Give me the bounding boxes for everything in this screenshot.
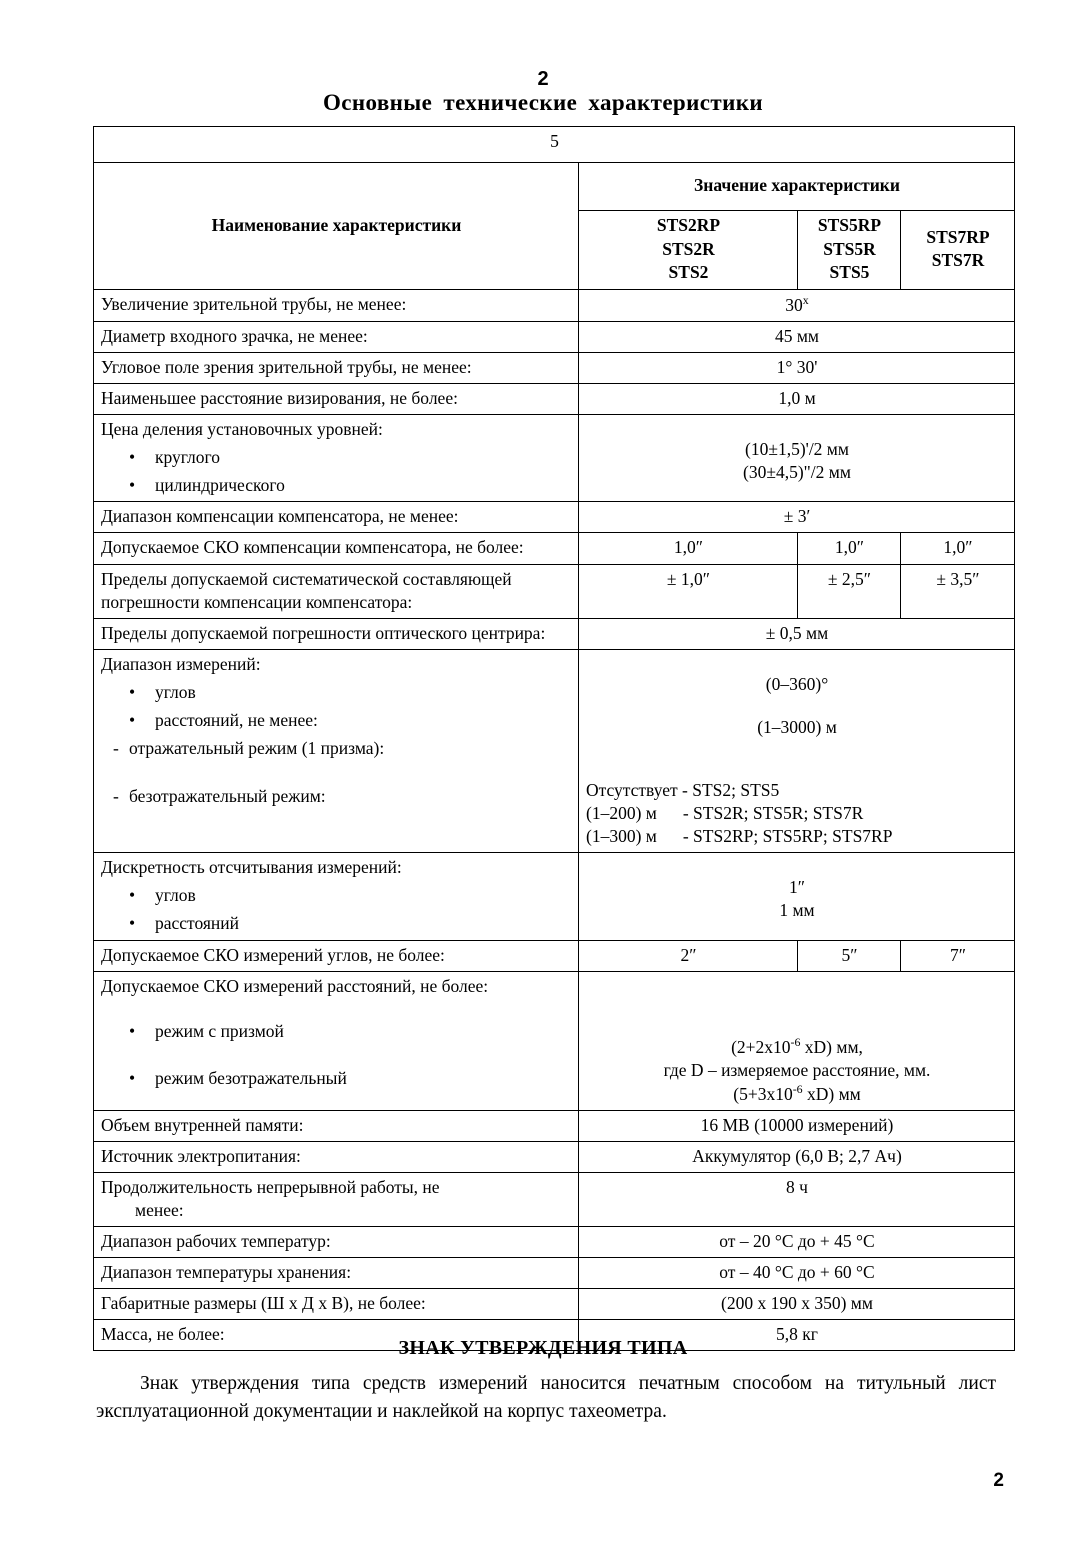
row-bullet-list <box>101 1020 572 1090</box>
page-number-top: 2 <box>537 68 549 90</box>
row-label: Габаритные размеры (Ш х Д х В), не более: <box>94 1289 579 1320</box>
row-value-angles: (0–360)° <box>765 673 829 694</box>
list-item <box>101 1067 572 1090</box>
row-value-line-2: (30±4,5)"/2 мм <box>743 462 851 483</box>
bullet-text: углов <box>155 681 196 702</box>
model-sts7rp: STS7RP <box>926 226 990 247</box>
table-row <box>94 1172 1015 1226</box>
row-label: Источник электропитания: <box>94 1141 579 1172</box>
models-200: - STS2R; STS5R; STS7R <box>682 803 864 824</box>
dash-icon: - <box>113 738 119 759</box>
row-label: Увеличение зрительной трубы, не менее: <box>94 289 579 321</box>
bullet-text: углов <box>155 885 196 906</box>
value-spacer <box>586 418 1008 438</box>
row-label-text: Цена деления установочных уровней: <box>101 419 383 440</box>
table-row <box>94 1289 1015 1320</box>
table-row <box>94 1110 1015 1141</box>
row-bullet-list <box>101 884 572 935</box>
row-value: 8 ч <box>579 1172 1015 1226</box>
label-spacer <box>101 760 572 780</box>
list-item <box>101 446 572 469</box>
model-sts7r: STS7R <box>931 250 985 271</box>
table-section-number: 5 <box>94 127 1015 163</box>
bullet-icon: • <box>129 475 136 496</box>
row-value-reflectorless-2 <box>586 802 1008 825</box>
model-sts5: STS5 <box>829 262 870 283</box>
formula-prefix: (2+2x10 <box>731 1036 791 1057</box>
header-model-group-sts5 <box>798 211 901 290</box>
row-label: Пределы допускаемой погрешности оптического центрира: <box>94 618 579 649</box>
row-value-sts2: ± 1,0″ <box>579 564 798 618</box>
models-300: - STS2RP; STS5RP; STS7RP <box>682 826 893 847</box>
table-row <box>94 940 1015 971</box>
bullet-text: цилиндрического <box>155 475 285 496</box>
row-label-line-1: Продолжительность непрерывной работы, не <box>101 1176 440 1197</box>
row-value-text: 30 <box>785 294 803 315</box>
table-row <box>94 383 1015 414</box>
page-number-bottom: 2 <box>993 1470 1004 1491</box>
row-label-line-2: менее: <box>135 1199 184 1220</box>
formula-prefix: (5+3x10 <box>733 1083 793 1104</box>
document-title: Основные технические характеристики <box>322 90 764 115</box>
row-value-prism: (1–3000) м <box>757 716 837 737</box>
row-value: (200 х 190 х 350) мм <box>579 1289 1015 1320</box>
value-spacer <box>586 856 1008 876</box>
table-row <box>94 289 1015 321</box>
row-value-prism-formula <box>586 1035 1008 1059</box>
bullet-icon: • <box>129 710 136 731</box>
bullet-icon: • <box>129 681 136 702</box>
row-bullet-list <box>101 681 572 732</box>
table-row <box>94 564 1015 618</box>
dash-text: отражательный режим (1 призма): <box>129 738 385 759</box>
dash-item-reflective <box>101 737 572 760</box>
row-value-sts5: 5″ <box>798 940 901 971</box>
value-spacer <box>586 739 1008 759</box>
row-value <box>579 415 1015 502</box>
table-row <box>94 352 1015 383</box>
row-label: Диаметр входного зрачка, не менее: <box>94 321 579 352</box>
row-value <box>579 853 1015 940</box>
dash-item-reflectorless <box>101 785 572 808</box>
row-value-sts7: ± 3,5″ <box>901 564 1015 618</box>
row-value-superscript: x <box>802 292 809 307</box>
table-row <box>94 649 1015 852</box>
bullet-text: расстояний, не менее: <box>155 710 318 731</box>
row-label: Масса, не более: <box>94 1320 579 1351</box>
row-label <box>94 415 579 502</box>
model-sts2r: STS2R <box>662 238 715 259</box>
row-label: Допускаемое СКО измерений углов, не более: <box>94 940 579 971</box>
row-label <box>94 1172 579 1226</box>
table-header-row <box>94 163 1015 211</box>
model-sts2rp: STS2RP <box>656 215 721 235</box>
row-value-reflectorless-formula <box>586 1082 1008 1106</box>
list-item <box>101 1020 572 1043</box>
formula-exponent: -6 <box>792 1081 803 1096</box>
row-label-text: Дискретность отсчитывания измерений: <box>101 857 402 878</box>
row-value-sts5: ± 2,5″ <box>798 564 901 618</box>
row-value-sts5: 1,0″ <box>798 533 901 564</box>
row-label-text: Диапазон измерений: <box>101 653 261 674</box>
value-spacer <box>586 759 1008 779</box>
row-value-sts2: 2″ <box>579 940 798 971</box>
bullet-text: круглого <box>155 447 221 468</box>
row-value: 1° 30' <box>579 352 1015 383</box>
table-row <box>94 1226 1015 1257</box>
row-value-line-1: (10±1,5)'/2 мм <box>745 439 849 460</box>
dash-text: безотражательный режим: <box>129 786 326 807</box>
table-row-number <box>94 127 1015 163</box>
table-row <box>94 1258 1015 1289</box>
row-value <box>579 971 1015 1110</box>
value-spacer <box>586 696 1008 716</box>
row-value: ± 3′ <box>579 502 1015 533</box>
row-value-sts7: 1,0″ <box>901 533 1015 564</box>
formula-suffix: xD) мм, <box>800 1036 863 1057</box>
model-sts5rp: STS5RP <box>817 215 882 235</box>
table-row <box>94 321 1015 352</box>
row-label <box>94 649 579 852</box>
row-value-line-1: 1″ <box>788 877 806 898</box>
row-label <box>94 853 579 940</box>
range-300: (1–300) м <box>586 826 657 847</box>
bullet-text: режим безотражательный <box>155 1067 347 1088</box>
bullet-icon: • <box>129 1067 136 1088</box>
row-value-sts7: 7″ <box>901 940 1015 971</box>
section-title-type-approval-mark: ЗНАК УТВЕРЖДЕНИЯ ТИПА <box>398 1337 688 1359</box>
row-value-reflectorless-1: Отсутствует - STS2; STS5 <box>586 780 780 801</box>
model-sts5r: STS5R <box>823 238 876 259</box>
header-characteristic-name: Наименование характеристики <box>94 163 579 290</box>
row-label: Объем внутренней памяти: <box>94 1110 579 1141</box>
table-row <box>94 853 1015 940</box>
row-label: Пределы допускаемой систематической составляющей погрешности компенсации компенсатора: <box>94 564 579 618</box>
table-row <box>94 415 1015 502</box>
list-item <box>101 681 572 704</box>
header-characteristic-value: Значение характеристики <box>579 163 1015 211</box>
row-value: 45 мм <box>579 321 1015 352</box>
model-sts2: STS2 <box>668 262 709 283</box>
list-item <box>101 884 572 907</box>
row-value: от – 20 °С до + 45 °С <box>579 1226 1015 1257</box>
row-value <box>579 289 1015 321</box>
header-model-group-sts2 <box>579 211 798 290</box>
row-value: ± 0,5 мм <box>579 618 1015 649</box>
table-row <box>94 502 1015 533</box>
header-model-group-sts7 <box>901 211 1015 290</box>
value-spacer <box>586 975 1008 995</box>
row-label: Диапазон рабочих температур: <box>94 1226 579 1257</box>
table-row <box>94 1141 1015 1172</box>
row-value: 16 MB (10000 измерений) <box>579 1110 1015 1141</box>
range-200: (1–200) м <box>586 803 657 824</box>
row-label: Наименьшее расстояние визирования, не более: <box>94 383 579 414</box>
value-angles <box>586 653 1008 739</box>
row-value: Аккумулятор (6,0 В; 2,7 Ач) <box>579 1141 1015 1172</box>
row-value <box>579 649 1015 852</box>
list-item <box>101 474 572 497</box>
formula-suffix: xD) мм <box>802 1083 861 1104</box>
table-row <box>94 533 1015 564</box>
row-value: 1,0 м <box>579 383 1015 414</box>
table-row <box>94 618 1015 649</box>
formula-exponent: -6 <box>790 1034 801 1049</box>
specifications-table <box>93 126 1015 1351</box>
bullet-icon: • <box>129 447 136 468</box>
bullet-text: расстояний <box>155 913 240 934</box>
section-paragraph: Знак утверждения типа средств измерений наносится печатным способом на титульный лист эксплуатационной документации и наклейкой на корпус тахеометра. <box>96 1373 996 1422</box>
bullet-text: режим с призмой <box>155 1020 284 1041</box>
row-label <box>94 971 579 1110</box>
bullet-icon: • <box>129 913 136 934</box>
row-value: от – 40 °С до + 60 °С <box>579 1258 1015 1289</box>
row-label: Диапазон компенсации компенсатора, не менее: <box>94 502 579 533</box>
table-row <box>94 971 1015 1110</box>
list-item <box>101 912 572 935</box>
row-value-line-2: 1 мм <box>779 900 815 921</box>
row-label-text: Допускаемое СКО измерений расстояний, не более: <box>101 975 489 996</box>
row-bullet-list <box>101 446 572 497</box>
value-spacer <box>586 653 1008 673</box>
row-label: Диапазон температуры хранения: <box>94 1258 579 1289</box>
dash-icon: - <box>113 786 119 807</box>
value-spacer <box>586 1015 1008 1035</box>
bullet-icon: • <box>129 885 136 906</box>
row-value-sts2: 1,0″ <box>579 533 798 564</box>
row-label: Допускаемое СКО компенсации компенсатора, не более: <box>94 533 579 564</box>
bullet-icon: • <box>129 1020 136 1041</box>
row-value-reflectorless-3 <box>586 825 1008 848</box>
value-spacer <box>586 995 1008 1015</box>
row-value: 5,8 кг <box>579 1320 1015 1351</box>
row-label: Угловое поле зрения зрительной трубы, не менее: <box>94 352 579 383</box>
row-value-note: где D – измеряемое расстояние, мм. <box>663 1059 931 1080</box>
list-item <box>101 709 572 732</box>
